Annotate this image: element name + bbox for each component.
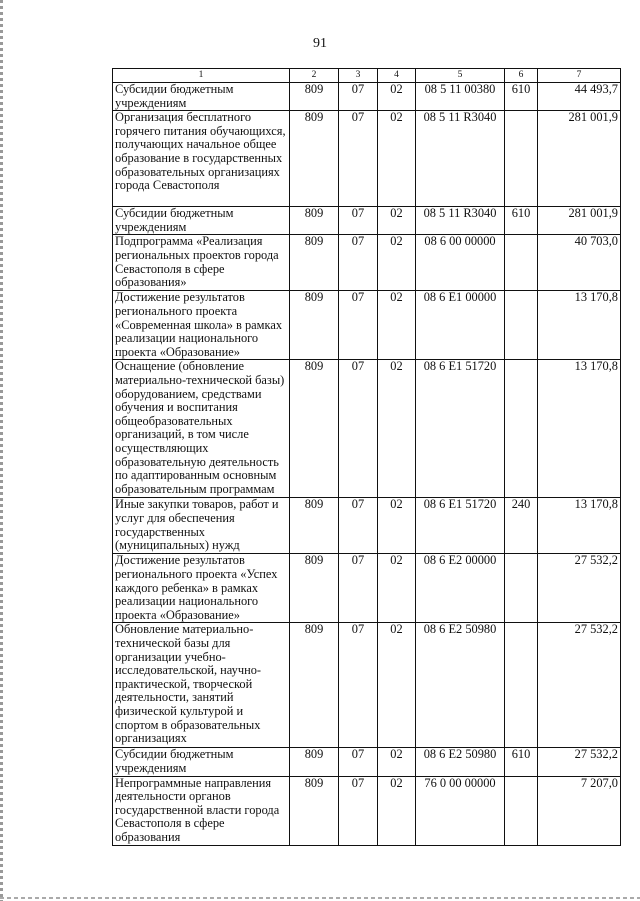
row-sum: 281 001,9	[538, 111, 621, 207]
row-ved: 809	[290, 554, 339, 623]
row-csr: 76 0 00 00000	[416, 776, 505, 845]
row-ved: 809	[290, 291, 339, 360]
row-rz: 07	[339, 291, 378, 360]
table-row	[113, 360, 621, 498]
row-rz: 07	[339, 111, 378, 207]
row-vr: 610	[505, 83, 538, 111]
row-vr	[505, 554, 538, 623]
row-pr: 02	[378, 498, 416, 554]
table-row	[113, 498, 621, 554]
row-vr: 240	[505, 498, 538, 554]
table-row	[113, 776, 621, 845]
row-name: Оснащение (обновление материально-технической базы) оборудованием, средствами обучения и воспитания общеобразовательных организаций, в том числе осуществляющих образовательную деятельность по адаптированным основным образовательным программам	[113, 360, 290, 498]
table-row	[113, 111, 621, 207]
row-csr: 08 6 E1 00000	[416, 291, 505, 360]
row-pr: 02	[378, 748, 416, 776]
row-rz: 07	[339, 776, 378, 845]
row-name: Иные закупки товаров, работ и услуг для обеспечения государственных (муниципальных) нужд	[113, 498, 290, 554]
row-vr	[505, 291, 538, 360]
table-header-row	[113, 69, 621, 83]
table-row	[113, 554, 621, 623]
row-name: Субсидии бюджетным учреждениям	[113, 207, 290, 235]
row-ved: 809	[290, 360, 339, 498]
budget-table	[112, 68, 621, 846]
row-csr: 08 5 11 R3040	[416, 207, 505, 235]
row-pr: 02	[378, 83, 416, 111]
row-csr: 08 6 E2 00000	[416, 554, 505, 623]
row-pr: 02	[378, 360, 416, 498]
row-name: Непрограммные направления деятельности органов государственной власти города Севастополя в сфере образования	[113, 776, 290, 845]
row-sum: 13 170,8	[538, 360, 621, 498]
row-name: Обновление материально-технической базы для организации учебно-исследовательской, научно-практической, творческой деятельности, занятий физической культурой и спортом в образовательных организациях	[113, 623, 290, 748]
row-rz: 07	[339, 748, 378, 776]
header-col-2: 2	[290, 69, 339, 83]
row-vr: 610	[505, 748, 538, 776]
scan-left-edge	[0, 0, 3, 901]
row-csr: 08 5 11 00380	[416, 83, 505, 111]
row-pr: 02	[378, 776, 416, 845]
row-rz: 07	[339, 235, 378, 291]
row-ved: 809	[290, 776, 339, 845]
table-row	[113, 623, 621, 748]
header-col-3: 3	[339, 69, 378, 83]
table-row	[113, 207, 621, 235]
row-ved: 809	[290, 83, 339, 111]
row-sum: 27 532,2	[538, 748, 621, 776]
row-ved: 809	[290, 748, 339, 776]
row-ved: 809	[290, 235, 339, 291]
row-vr	[505, 360, 538, 498]
table-row	[113, 83, 621, 111]
row-sum: 13 170,8	[538, 291, 621, 360]
row-rz: 07	[339, 623, 378, 748]
row-rz: 07	[339, 207, 378, 235]
row-ved: 809	[290, 111, 339, 207]
row-vr	[505, 776, 538, 845]
row-rz: 07	[339, 554, 378, 623]
row-sum: 40 703,0	[538, 235, 621, 291]
row-sum: 27 532,2	[538, 554, 621, 623]
row-rz: 07	[339, 498, 378, 554]
row-csr: 08 5 11 R3040	[416, 111, 505, 207]
row-sum: 13 170,8	[538, 498, 621, 554]
row-pr: 02	[378, 291, 416, 360]
header-col-4: 4	[378, 69, 416, 83]
row-ved: 809	[290, 207, 339, 235]
row-rz: 07	[339, 360, 378, 498]
row-ved: 809	[290, 623, 339, 748]
row-pr: 02	[378, 111, 416, 207]
row-csr: 08 6 E2 50980	[416, 623, 505, 748]
row-pr: 02	[378, 623, 416, 748]
header-col-7: 7	[538, 69, 621, 83]
row-csr: 08 6 E1 51720	[416, 360, 505, 498]
header-col-1: 1	[113, 69, 290, 83]
header-col-5: 5	[416, 69, 505, 83]
table-row	[113, 235, 621, 291]
row-pr: 02	[378, 554, 416, 623]
row-name: Подпрограмма «Реализация региональных проектов города Севастополя в сфере образования»	[113, 235, 290, 291]
row-csr: 08 6 E2 50980	[416, 748, 505, 776]
row-vr	[505, 111, 538, 207]
row-sum: 281 001,9	[538, 207, 621, 235]
page-number: 91	[313, 36, 327, 51]
row-name: Достижение результатов регионального проекта «Успех каждого ребенка» в рамках реализации национального проекта «Образование»	[113, 554, 290, 623]
row-csr: 08 6 E1 51720	[416, 498, 505, 554]
scan-bottom-edge	[0, 897, 640, 899]
row-csr: 08 6 00 00000	[416, 235, 505, 291]
row-vr: 610	[505, 207, 538, 235]
row-sum: 27 532,2	[538, 623, 621, 748]
table-row	[113, 291, 621, 360]
table-row	[113, 748, 621, 776]
row-sum: 44 493,7	[538, 83, 621, 111]
row-pr: 02	[378, 235, 416, 291]
row-pr: 02	[378, 207, 416, 235]
row-name: Субсидии бюджетным учреждениям	[113, 83, 290, 111]
row-vr	[505, 623, 538, 748]
row-name: Организация бесплатного горячего питания обучающихся, получающих начальное общее образование в государственных образовательных организациях города Севастополя	[113, 111, 290, 207]
row-rz: 07	[339, 83, 378, 111]
row-name: Субсидии бюджетным учреждениям	[113, 748, 290, 776]
row-vr	[505, 235, 538, 291]
row-sum: 7 207,0	[538, 776, 621, 845]
row-name: Достижение результатов регионального проекта «Современная школа» в рамках реализации национального проекта «Образование»	[113, 291, 290, 360]
row-ved: 809	[290, 498, 339, 554]
header-col-6: 6	[505, 69, 538, 83]
